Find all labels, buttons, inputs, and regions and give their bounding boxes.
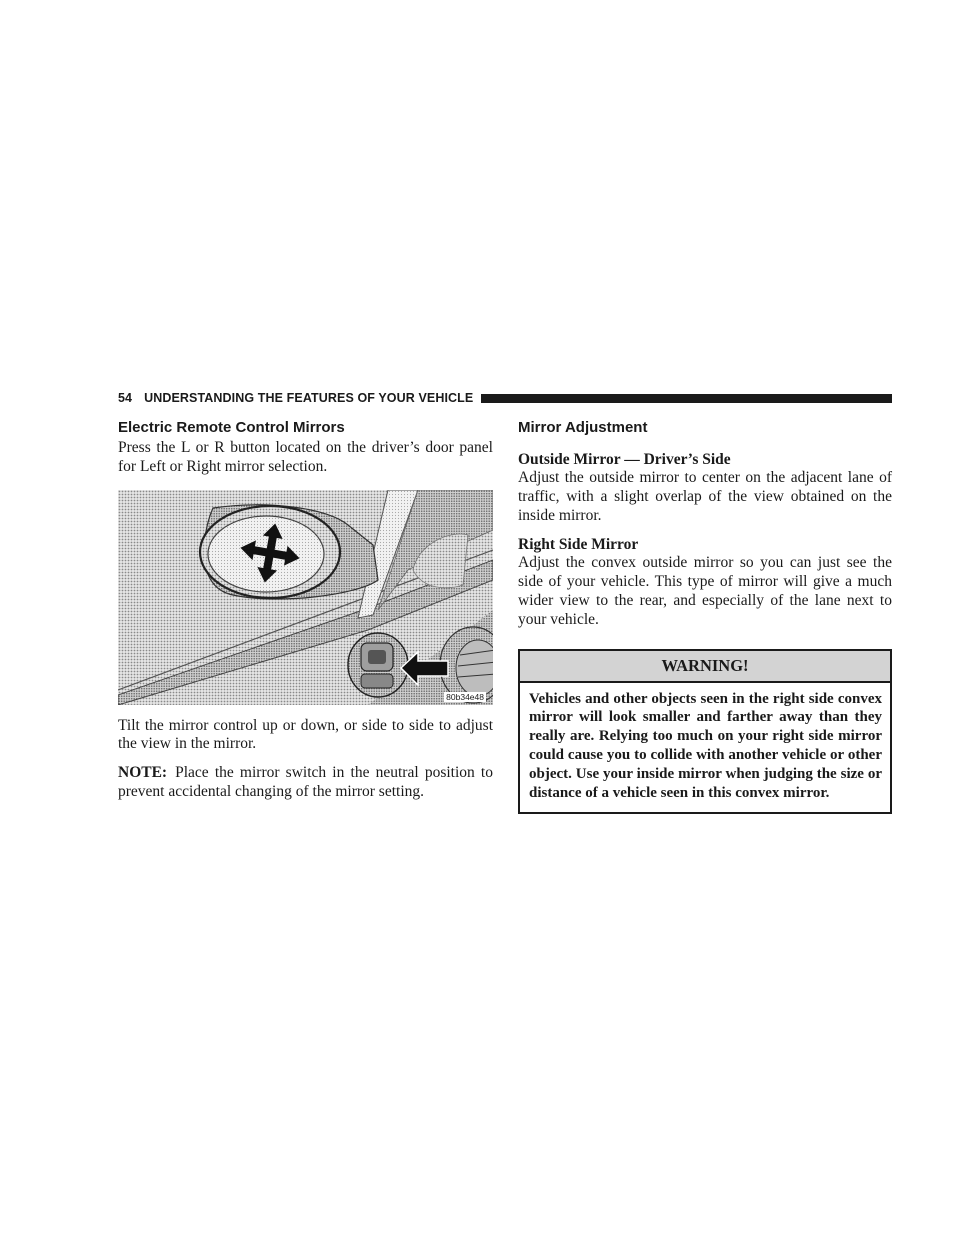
note-paragraph (118, 764, 493, 802)
subheading-right-side-mirror: Right Side Mirror (518, 536, 639, 554)
right-side-mirror-paragraph: Adjust the convex outside mirror so you can just see the side of your vehicle. This type of mirror will give a much wider view to the rear, and especially of the lane next to your vehicle. (518, 554, 892, 628)
note-label: NOTE: (118, 764, 168, 782)
section-heading-electric-mirrors: Electric Remote Control Mirrors (118, 419, 345, 436)
chapter-title: UNDERSTANDING THE FEATURES OF YOUR VEHICLE (144, 391, 474, 405)
header-rule (481, 394, 892, 403)
outside-mirror-paragraph: Adjust the outside mirror to center on the adjacent lane of traffic, with a slight overlap of the view obtained on the inside mirror. (518, 469, 892, 524)
tilt-paragraph: Tilt the mirror control up or down, or side to side to adjust the view in the mirror. (118, 716, 493, 753)
page-number: 54 (118, 391, 133, 405)
warning-box (518, 649, 892, 815)
note-text: Place the mirror switch in the neutral position to prevent accidental changing of the mirror setting. (118, 764, 493, 800)
page-header (118, 390, 892, 406)
mirror-control-illustration (118, 490, 493, 705)
figure-code: 80b34e48 (446, 691, 484, 702)
section-heading-mirror-adjustment: Mirror Adjustment (518, 419, 648, 436)
left-column (118, 416, 493, 802)
subheading-outside-mirror: Outside Mirror — Driver’s Side (518, 451, 731, 468)
right-column (518, 416, 892, 814)
warning-title: WARNING! (520, 651, 890, 683)
warning-text: Vehicles and other objects seen in the right side convex mirror will look smaller and farther away than they really are. Relying too much on your right side mirror could cause you to collide with another vehicle or other object. Use your inside mirror when judging the size or distance of a vehicle seen in this convex mirror. (529, 690, 882, 801)
intro-paragraph: Press the L or R button located on the driver’s door panel for Left or Right mirror selection. (118, 439, 493, 475)
